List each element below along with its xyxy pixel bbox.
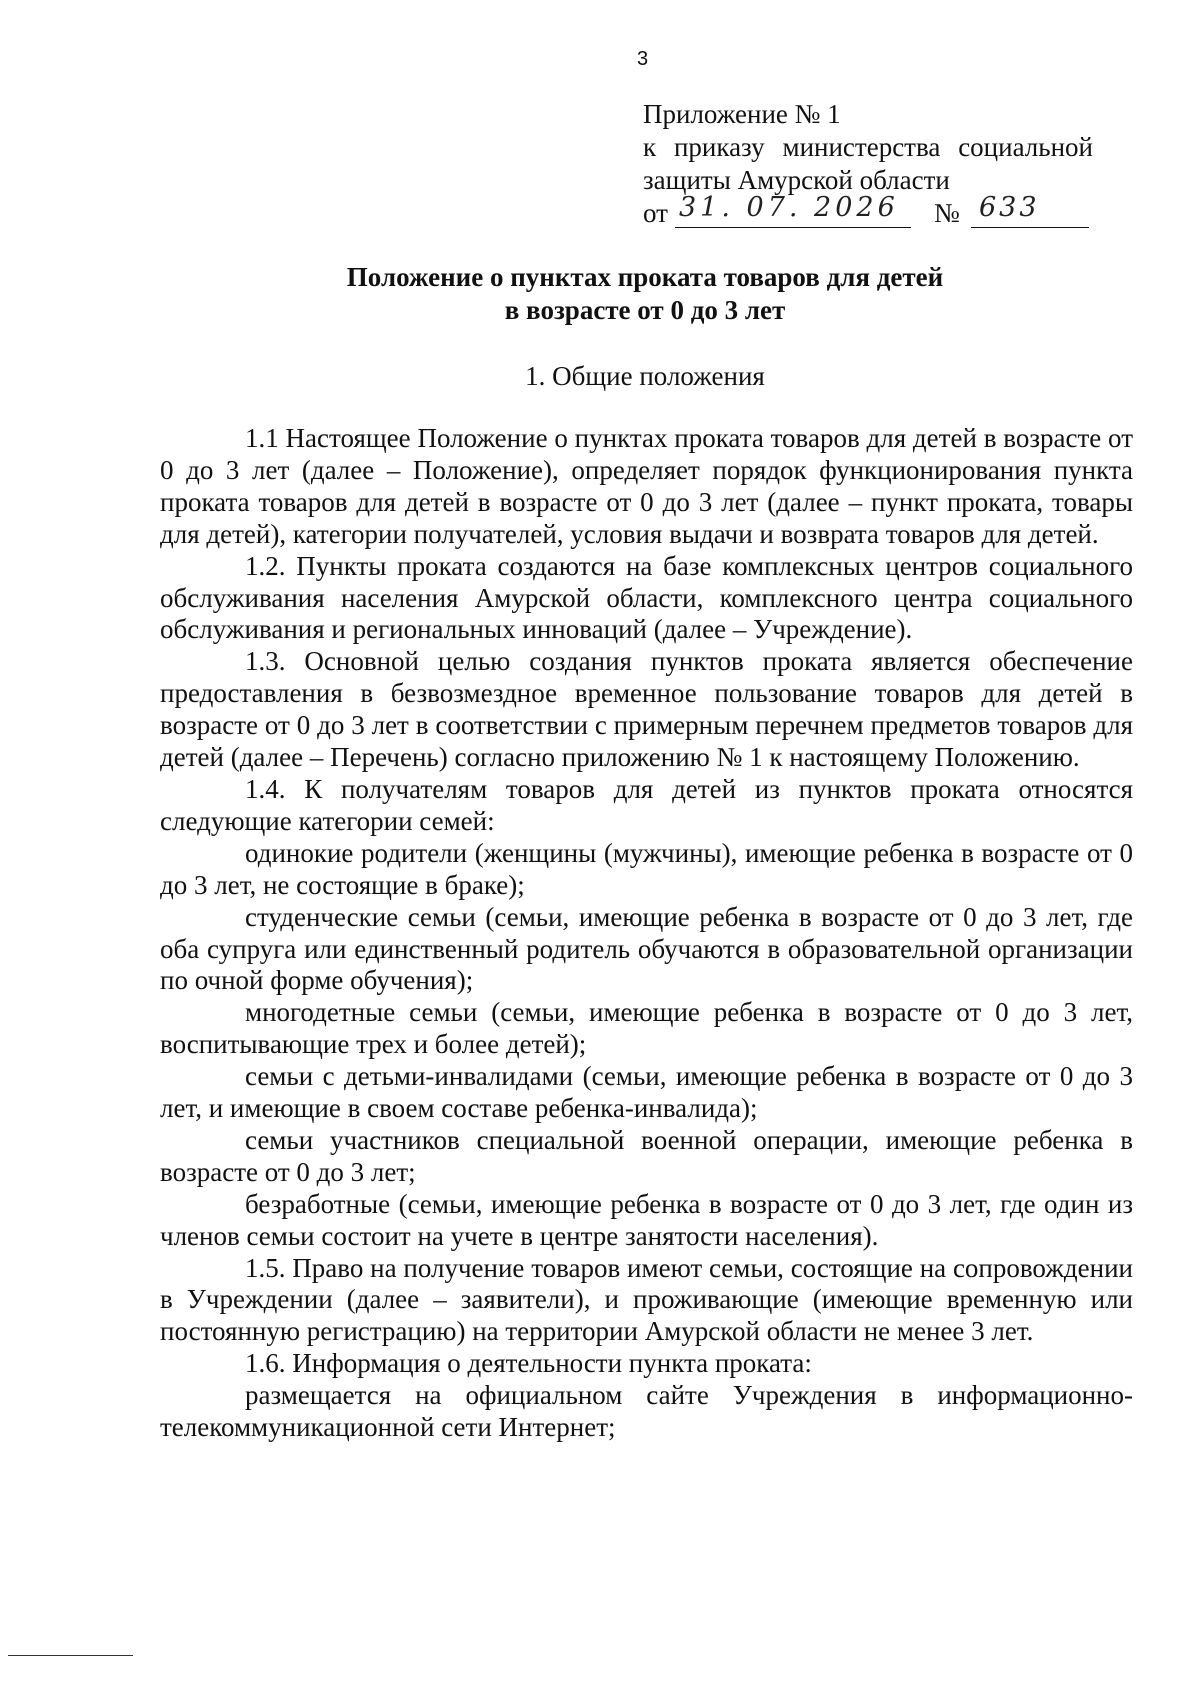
paragraph-1-1: 1.1 Настоящее Положение о пунктах проката товаров для детей в возрасте от 0 до 3 лет (далее – Положение), определяет порядок функционирования пункта проката товаров для детей в возрасте от 0 до 3 лет (далее – пункт проката, товары для детей), категории получателей, условия выдачи и возврата товаров для детей.	[160, 423, 1133, 549]
info-placement-item: размещается на официальном сайте Учреждения в информационно-телекоммуникационной сети Интернет;	[160, 1380, 1133, 1443]
order-date-handwritten: 31. 07. 2026	[679, 192, 899, 223]
category-svo-families: семьи участников специальной военной операции, имеющие ребенка в возрасте от 0 до 3 лет;	[160, 1124, 1133, 1187]
section-heading: 1. Общие положения	[525, 361, 765, 391]
paragraph-1-6: 1.6. Информация о деятельности пункта проката:	[245, 1348, 812, 1379]
paragraph-1-2: 1.2. Пункты проката создаются на базе комплексных центров социального обслуживания населения Амурской области, комплексного центра социального обслуживания и региональных инноваций (далее – Учреждение).	[160, 550, 1133, 645]
category-student-families: студенческие семьи (семьи, имеющие ребенка в возрасте от 0 до 3 лет, где оба супруга или единственный родитель обучаются в образовательной организации по очной форме обучения);	[160, 901, 1133, 996]
document-title	[160, 261, 1130, 327]
appendix-line-1: Приложение № 1	[643, 99, 841, 129]
appendix-header	[643, 98, 1093, 233]
paragraph-1-4: 1.4. К получателям товаров для детей из пунктов проката относятся следующие категории семей:	[160, 773, 1133, 836]
appendix-line-2: к приказу министерства социальной	[643, 132, 1093, 162]
order-number-field	[971, 192, 1089, 228]
page-number: 3	[637, 48, 649, 70]
paragraph-1-3: 1.3. Основной целью создания пунктов проката является обеспечение предоставления в безвозмездное временное пользование товаров для детей в возрасте от 0 до 3 лет в соответствии с примерным перечнем предметов товаров для детей (далее – Перечень) согласно приложению № 1 к настоящему Положению.	[160, 646, 1133, 773]
appendix-line-3: защиты Амурской области	[643, 165, 950, 195]
order-number-handwritten: 633	[979, 192, 1040, 223]
paragraph-1-5: 1.5. Право на получение товаров имеют семьи, состоящие на сопровождении в Учреждении (далее – заявители), и проживающие (имеющие временную или постоянную регистрацию) на территории Амурской области не менее 3 лет.	[160, 1252, 1133, 1347]
footer-divider	[8, 1655, 133, 1656]
category-disabled-children: семьи с детьми-инвалидами (семьи, имеющие ребенка в возрасте от 0 до 3 лет, и имеющие в своем составе ребенка-инвалида);	[160, 1061, 1133, 1124]
title-line-1: Положение о пунктах проката товаров для детей	[346, 262, 944, 292]
category-unemployed: безработные (семьи, имеющие ребенка в возрасте от 0 до 3 лет, где один из членов семьи состоит на учете в центре занятости населения).	[160, 1188, 1133, 1251]
number-prefix: №	[934, 198, 960, 228]
date-prefix: от	[643, 198, 668, 228]
document-body	[160, 423, 1133, 1444]
title-line-2: в возрасте от 0 до 3 лет	[504, 295, 786, 325]
category-large-families: многодетные семьи (семьи, имеющие ребенка в возрасте от 0 до 3 лет, воспитывающие трех и более детей);	[160, 997, 1133, 1060]
order-date-field	[675, 192, 911, 228]
order-date-number-row	[643, 192, 1093, 233]
category-single-parents: одинокие родители (женщины (мужчины), имеющие ребенка в возрасте от 0 до 3 лет, не состоящие в браке);	[160, 837, 1133, 900]
